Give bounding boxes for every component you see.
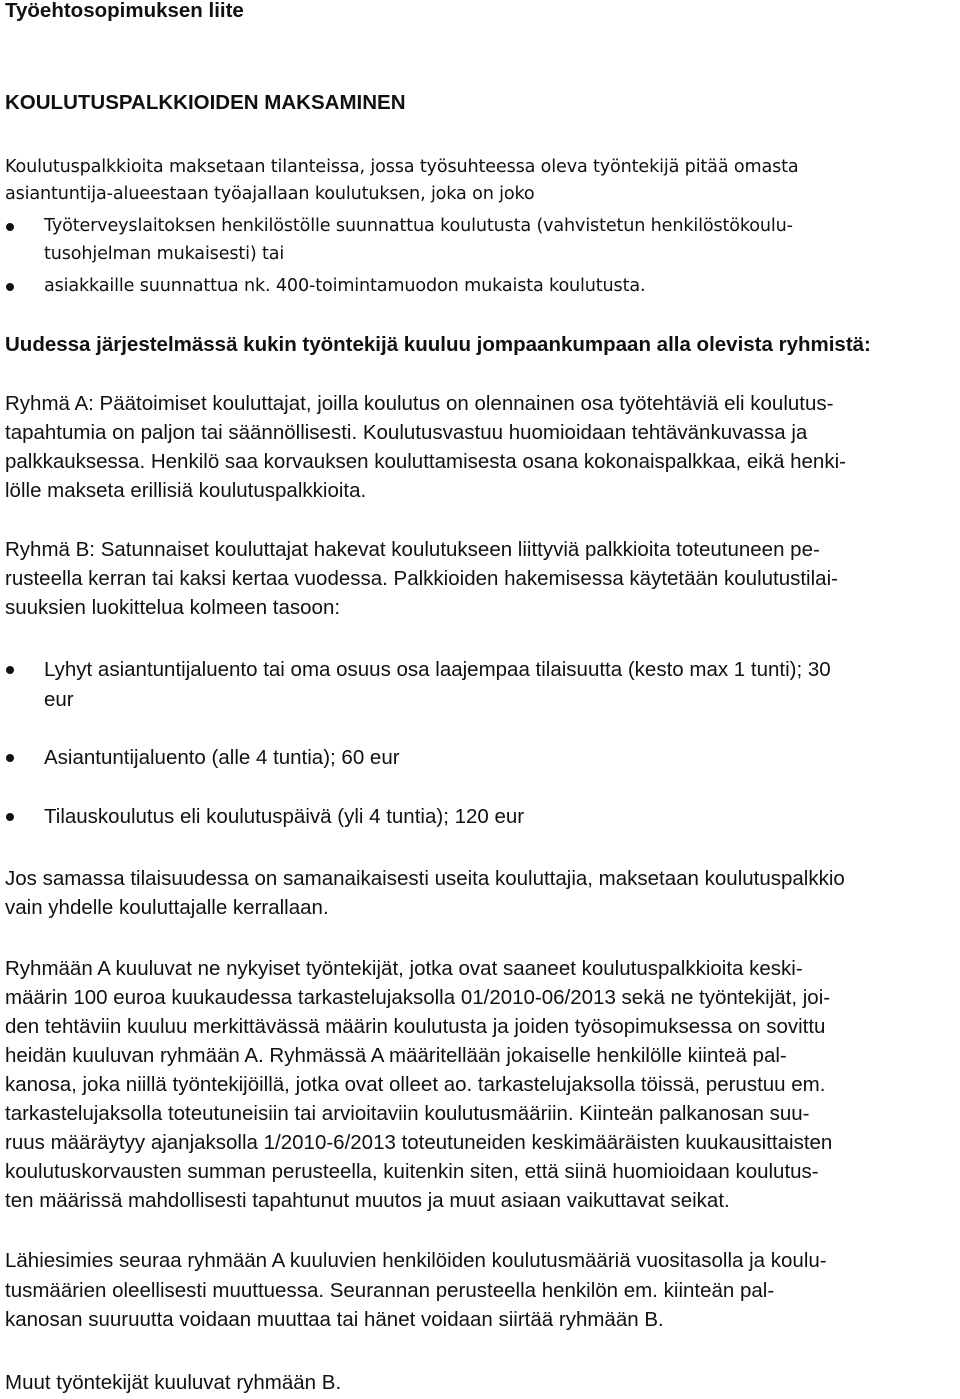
document-header: Työehtosopimuksen liite	[5, 0, 244, 22]
intro-bullet-line: tusohjelman mukaisesti) tai	[44, 244, 285, 264]
group-a-line: lölle makseta erillisiä koulutuspalkkioita.	[5, 479, 367, 502]
groups-heading: Uudessa järjestelmässä kukin työntekijä kuuluu jompaankumpaan alla olevista ryhmistä:	[5, 333, 871, 356]
multiple-trainers-line: vain yhdelle kouluttajalle kerrallaan.	[5, 896, 329, 919]
membership-line: tarkastelujaksolla toteutuneisiin tai arvioitaviin koulutusmääriin. Kiinteän palkanosan suu-	[5, 1102, 810, 1125]
membership-line: Ryhmään A kuuluvat ne nykyiset työntekijät, jotka ovat saaneet koulutuspalkkioita keski-	[5, 957, 803, 980]
membership-line: kanosa, joka niillä työntekijöillä, jotka ovat olleet ao. tarkastelujaksolla töissä, perustuu em.	[5, 1073, 826, 1096]
level-item-line: Lyhyt asiantuntijaluento tai oma osuus osa laajempaa tilaisuutta (kesto max 1 tunti); 30	[44, 658, 831, 681]
supervisor-line: Lähiesimies seuraa ryhmään A kuuluvien henkilöiden koulutusmääriä vuositasolla ja koulu-	[5, 1249, 827, 1272]
group-b-line: suuksien luokittelua kolmeen tasoon:	[5, 596, 341, 619]
membership-line: ten määrissä mahdollisesti tapahtunut muutos ja muut asiaan vaikuttavat seikat.	[5, 1189, 730, 1212]
intro-line: Koulutuspalkkioita maksetaan tilanteissa, jossa työsuhteessa oleva työntekijä pitää omasta	[5, 157, 799, 177]
intro-bullet-line: Työterveyslaitoksen henkilöstölle suunnattua koulutusta (vahvistetun henkilöstökoulu-	[44, 216, 793, 236]
supervisor-line: tusmäärien oleellisesti muuttuessa. Seurannan perusteella henkilön em. kiinteän pal-	[5, 1279, 775, 1302]
intro-line: asiantuntija-alueestaan työajallaan koulutuksen, joka on joko	[5, 184, 535, 204]
bullet-icon	[6, 666, 14, 674]
level-item-line: eur	[44, 688, 74, 711]
group-b-line: rusteella kerran tai kaksi kertaa vuodessa. Palkkioiden hakemisessa käytetään koulutustilai-	[5, 567, 838, 590]
supervisor-line: kanosan suuruutta voidaan muuttaa tai hänet voidaan siirtää ryhmään B.	[5, 1308, 664, 1331]
bullet-icon	[6, 283, 14, 291]
closing-line: Muut työntekijät kuuluvat ryhmään B.	[5, 1371, 342, 1394]
group-a-line: tapahtumia on paljon tai säännöllisesti. Koulutusvastuu huomioidaan tehtävänkuvassa ja	[5, 421, 808, 444]
bullet-icon	[6, 223, 14, 231]
intro-bullet-line: asiakkaille suunnattua nk. 400-toimintamuodon mukaista koulutusta.	[44, 276, 646, 296]
group-a-line: palkkauksessa. Henkilö saa korvauksen kouluttamisesta osana kokonaispalkkaa, eikä henki-	[5, 450, 846, 473]
membership-line: den tehtäviin kuuluu merkittävässä määrin koulutusta ja joiden työsopimuksessa on sovittu	[5, 1015, 826, 1038]
document-title: KOULUTUSPALKKIOIDEN MAKSAMINEN	[5, 91, 406, 114]
bullet-icon	[6, 754, 14, 762]
membership-line: ruus määräytyy ajanjaksolla 1/2010-6/2013 toteutuneiden keskimääräisten kuukausittaisten	[5, 1131, 833, 1154]
group-b-line: Ryhmä B: Satunnaiset kouluttajat hakevat koulutukseen liittyviä palkkioita toteutuneen pe-	[5, 538, 820, 561]
bullet-icon	[6, 813, 14, 821]
level-item-line: Tilauskoulutus eli koulutuspäivä (yli 4 tuntia); 120 eur	[44, 805, 525, 828]
membership-line: koulutuskorvausten summan perusteella, kuitenkin siten, että siinä huomioidaan koulutus-	[5, 1160, 819, 1183]
multiple-trainers-line: Jos samassa tilaisuudessa on samanaikaisesti useita kouluttajia, maksetaan koulutuspalkkio	[5, 867, 845, 890]
membership-line: heidän kuuluvan ryhmään A. Ryhmässä A määritellään jokaiselle henkilölle kiinteä pal-	[5, 1044, 787, 1067]
group-a-line: Ryhmä A: Päätoimiset kouluttajat, joilla koulutus on olennainen osa työtehtäviä eli koulutus-	[5, 392, 834, 415]
level-item-line: Asiantuntijaluento (alle 4 tuntia); 60 eur	[44, 746, 400, 769]
membership-line: määrin 100 euroa kuukaudessa tarkastelujaksolla 01/2010-06/2013 sekä ne työntekijät, joi-	[5, 986, 831, 1009]
